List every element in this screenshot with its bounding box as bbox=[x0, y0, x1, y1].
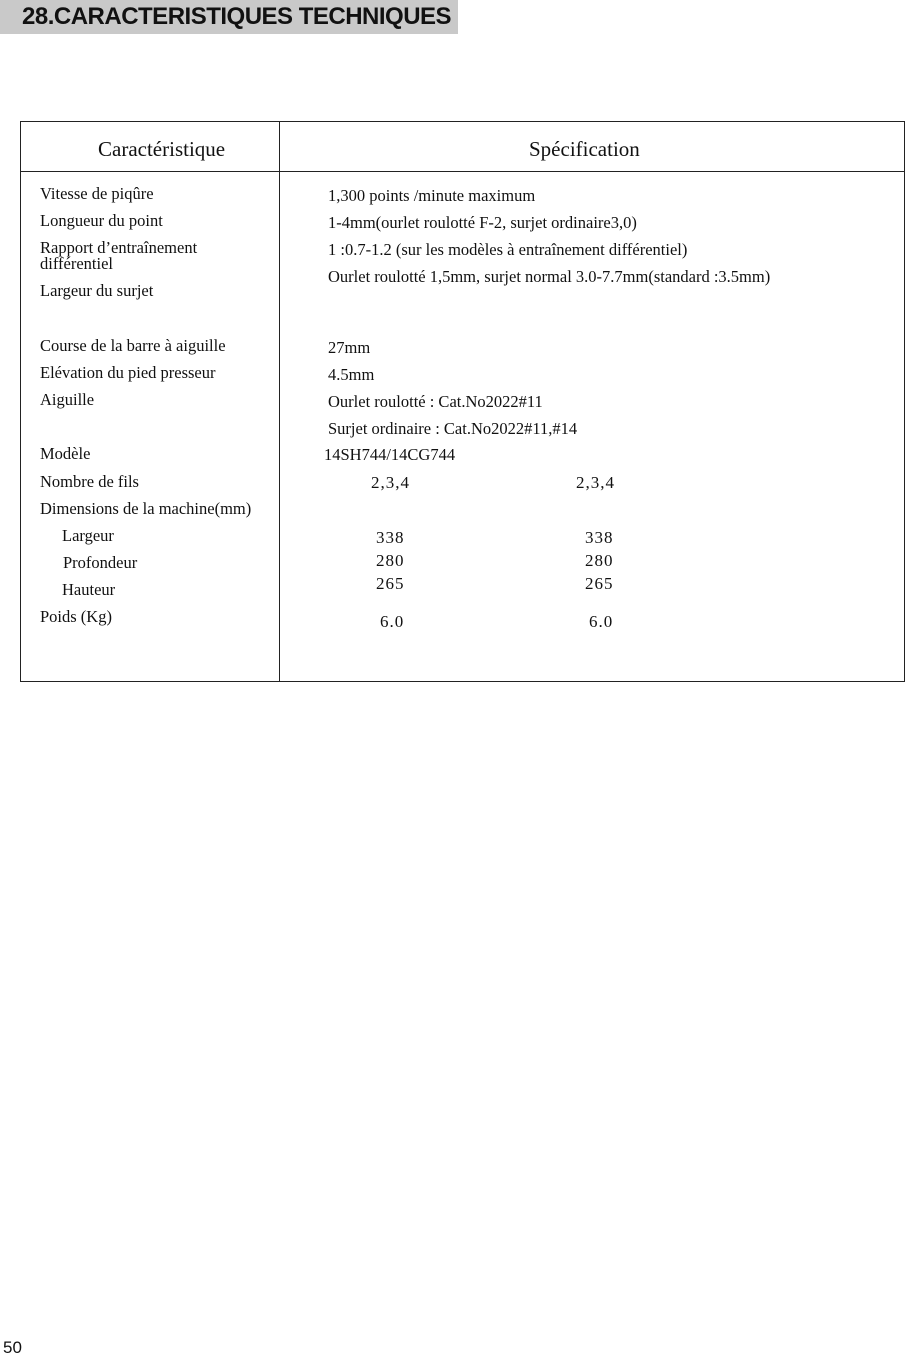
label-width: Largeur bbox=[62, 526, 114, 545]
model-1-height: 265 bbox=[376, 574, 405, 593]
spec-stitch-length: 1-4mm(ourlet roulotté F-2, surjet ordinaire3,0) bbox=[328, 213, 637, 232]
label-machine-dimensions: Dimensions de la machine(mm) bbox=[40, 499, 252, 518]
spec-needle-ordinary: Surjet ordinaire : Cat.No2022#11,#14 bbox=[328, 419, 578, 438]
label-weight: Poids (Kg) bbox=[40, 607, 112, 626]
section-title-bar bbox=[0, 0, 458, 34]
spec-needle-rolled-hem: Ourlet roulotté : Cat.No2022#11 bbox=[328, 392, 543, 411]
spec-table bbox=[20, 121, 905, 682]
page-number: 50 bbox=[3, 1338, 22, 1357]
spec-needle-bar-stroke: 27mm bbox=[328, 338, 371, 357]
label-feed-ratio-line2: différentiel bbox=[40, 254, 113, 273]
model-2-threads: 2,3,4 bbox=[576, 473, 615, 492]
label-stitch-speed: Vitesse de piqûre bbox=[40, 184, 154, 203]
model-2-height: 265 bbox=[585, 574, 614, 593]
header-specification: Spécification bbox=[529, 137, 640, 161]
label-stitch-length: Longueur du point bbox=[40, 211, 163, 230]
column-divider bbox=[279, 122, 280, 681]
label-needle: Aiguille bbox=[40, 390, 95, 409]
label-model: Modèle bbox=[40, 444, 91, 463]
spec-feed-ratio: 1 :0.7-1.2 (sur les modèles à entraînement différentiel) bbox=[328, 240, 688, 259]
label-height: Hauteur bbox=[62, 580, 116, 599]
spec-stitch-speed: 1,300 points /minute maximum bbox=[328, 186, 536, 205]
label-needle-bar-stroke: Course de la barre à aiguille bbox=[40, 336, 226, 355]
model-2-weight: 6.0 bbox=[589, 612, 614, 631]
model-1-threads: 2,3,4 bbox=[371, 473, 410, 492]
header-divider bbox=[21, 171, 904, 172]
label-depth: Profondeur bbox=[63, 553, 138, 572]
label-presser-foot-lift: Elévation du pied presseur bbox=[40, 363, 216, 382]
label-overlock-width: Largeur du surjet bbox=[40, 281, 154, 300]
model-2-width: 338 bbox=[585, 528, 614, 547]
model-1-weight: 6.0 bbox=[380, 612, 405, 631]
spec-model: 14SH744/14CG744 bbox=[324, 445, 456, 464]
model-1-depth: 280 bbox=[376, 551, 405, 570]
spec-presser-foot-lift: 4.5mm bbox=[328, 365, 375, 384]
model-1-width: 338 bbox=[376, 528, 405, 547]
label-feed-ratio-line1: Rapport d’entraînement bbox=[40, 238, 198, 257]
spec-overlock-width: Ourlet roulotté 1,5mm, surjet normal 3.0-7.7mm(standard :3.5mm) bbox=[328, 267, 771, 286]
header-characteristic: Caractéristique bbox=[98, 137, 226, 161]
label-thread-count: Nombre de fils bbox=[40, 472, 139, 491]
section-title: 28.CARACTERISTIQUES TECHNIQUES bbox=[22, 3, 452, 30]
model-2-depth: 280 bbox=[585, 551, 614, 570]
